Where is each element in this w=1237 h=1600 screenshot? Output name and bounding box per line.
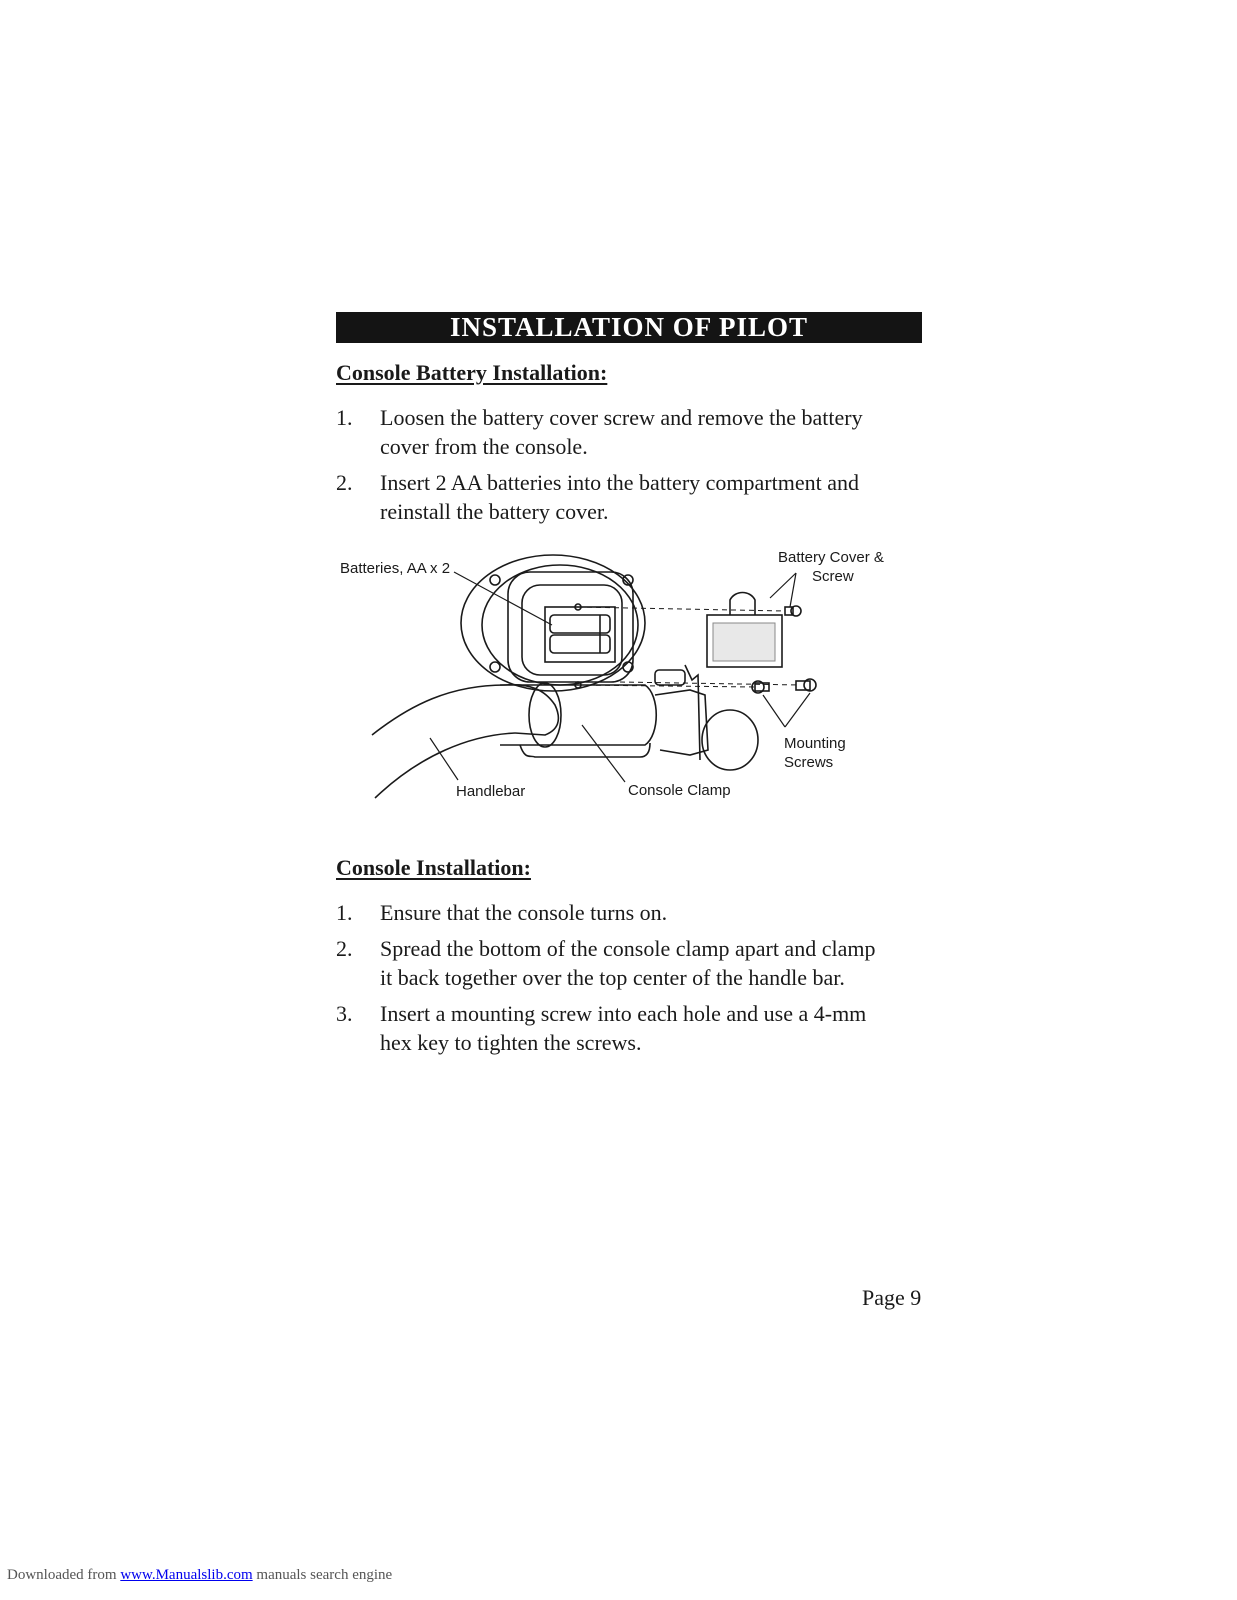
step-text-line: it back together over the top center of the handle bar. <box>380 965 845 990</box>
step-text-line: reinstall the battery cover. <box>380 499 609 524</box>
step-text-line: Insert 2 AA batteries into the battery compartment and <box>380 470 859 495</box>
console-drawing <box>372 555 816 798</box>
step-number: 3. <box>336 1001 353 1026</box>
footer-prefix: Downloaded from <box>7 1567 121 1583</box>
callout-handlebar: Handlebar <box>456 783 526 800</box>
callout-batteries: Batteries, AA x 2 <box>340 560 451 577</box>
list-item <box>336 468 936 526</box>
step-text-line: Spread the bottom of the console clamp apart and clamp <box>380 936 876 961</box>
console-installation-diagram <box>330 545 930 825</box>
step-text-line: hex key to tighten the screws. <box>380 1030 642 1055</box>
footer-suffix: manuals search engine <box>252 1567 393 1583</box>
list-item <box>336 999 936 1057</box>
step-number: 2. <box>336 470 353 495</box>
list-item <box>336 403 936 461</box>
step-text-line: Insert a mounting screw into each hole and use a 4-mm <box>380 1001 867 1026</box>
battery-installation-heading: Console Battery Installation: <box>336 360 608 385</box>
step-text-line: cover from the console. <box>380 434 588 459</box>
step-number: 1. <box>336 900 353 925</box>
battery-steps-list <box>336 403 936 533</box>
download-footer <box>7 1567 392 1584</box>
manualslib-link[interactable]: www.Manualslib.com <box>120 1567 253 1583</box>
callout-mounting: Mounting <box>784 735 846 752</box>
section-banner: INSTALLATION OF PILOT <box>336 312 922 343</box>
callout-mounting-screws: Screws <box>784 754 834 771</box>
callout-battery-cover-screw: Screw <box>812 568 854 585</box>
console-steps-list <box>336 898 936 1064</box>
callout-console-clamp: Console Clamp <box>628 782 731 799</box>
step-text-line: Ensure that the console turns on. <box>380 900 668 925</box>
list-item <box>336 898 936 927</box>
console-installation-heading: Console Installation: <box>336 855 531 880</box>
step-text-line: Loosen the battery cover screw and remove the battery <box>380 405 863 430</box>
step-number: 1. <box>336 405 353 430</box>
list-item <box>336 934 936 992</box>
step-number: 2. <box>336 936 353 961</box>
page-number: Page 9 <box>862 1285 922 1310</box>
callout-battery-cover: Battery Cover & <box>778 549 884 566</box>
